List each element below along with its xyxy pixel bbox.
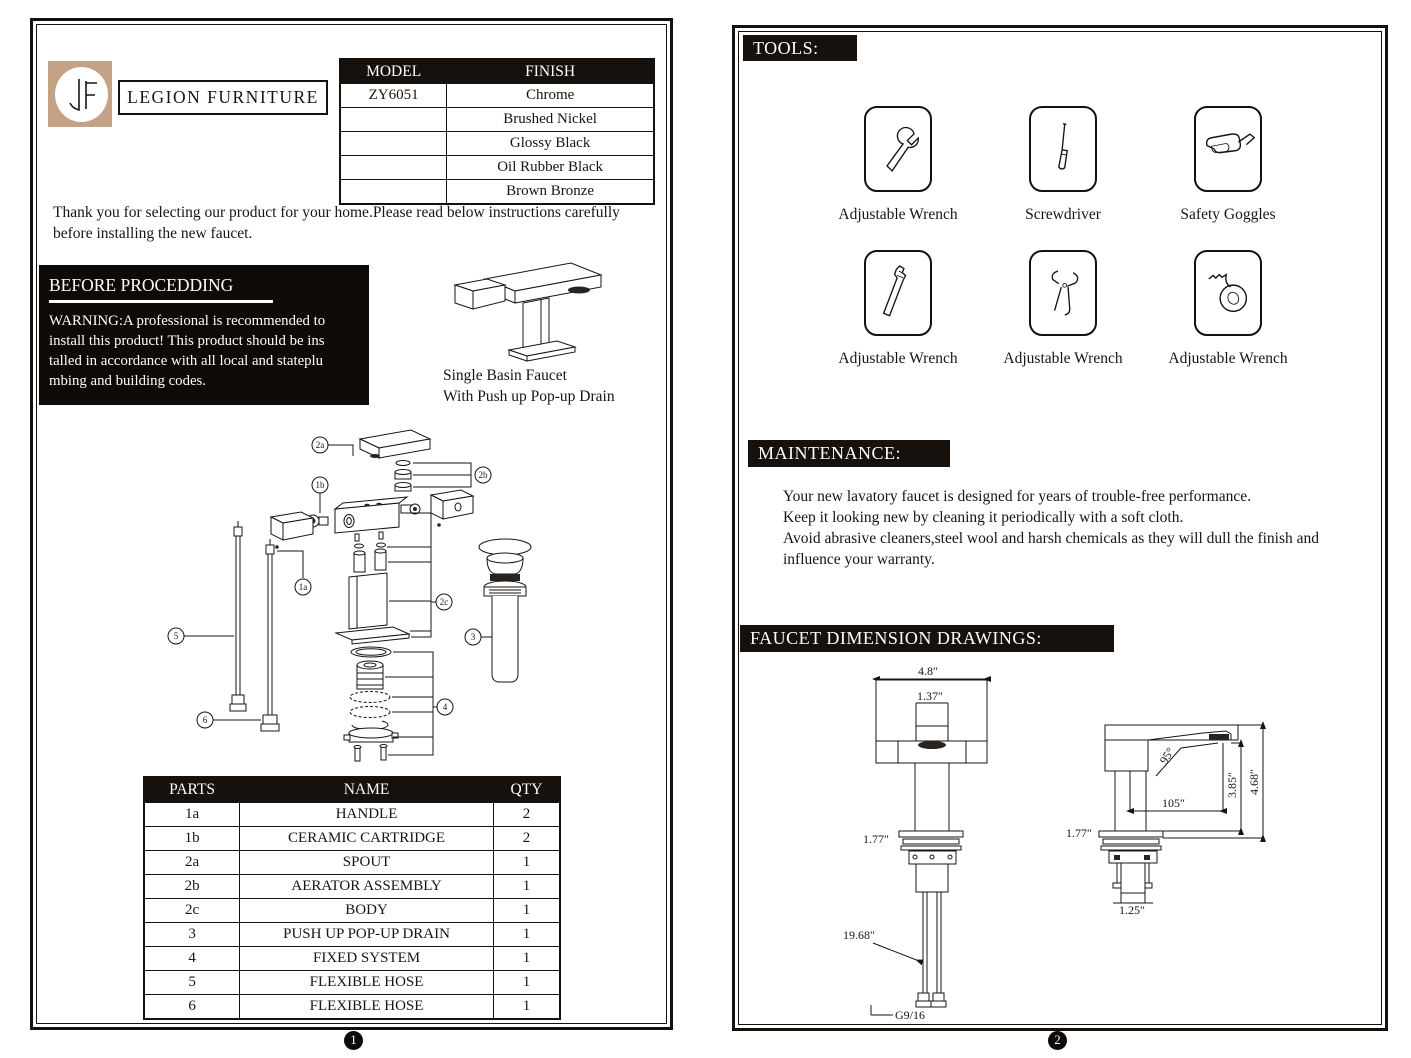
finish-col-header: FINISH xyxy=(447,59,654,84)
svg-text:6: 6 xyxy=(202,715,208,725)
part-id: 4 xyxy=(144,947,240,971)
faucet-caption xyxy=(443,365,615,407)
svg-text:1.77″: 1.77″ xyxy=(1066,826,1092,840)
maintenance-line: Your new lavatory faucet is designed for years of trouble-free performance. xyxy=(783,488,1251,505)
tool-item xyxy=(988,250,1138,368)
tool-item xyxy=(1153,106,1303,224)
finish-option: Oil Rubber Black xyxy=(447,156,654,180)
warning-line: talled in accordance with all local and stateplu xyxy=(49,353,324,369)
before-proceeding-box xyxy=(39,265,369,405)
tool-label: Adjustable Wrench xyxy=(1003,350,1123,367)
before-proceeding-title: BEFORE PROCEDDING xyxy=(49,275,273,303)
adjustable-wrench-icon xyxy=(871,116,925,182)
brand-wordmark xyxy=(118,80,328,115)
maintenance-text xyxy=(783,486,1363,570)
faucet-caption-line2: With Push up Pop-up Drain xyxy=(443,388,615,405)
part-name: CERAMIC CARTRIDGE xyxy=(240,827,494,851)
tool-icon-box xyxy=(864,250,932,336)
tool-label: Adjustable Wrench xyxy=(838,206,958,223)
tools-title: TOOLS: xyxy=(753,37,819,58)
pipe-wrench-icon xyxy=(871,260,925,326)
tool-icon-box xyxy=(1029,106,1097,192)
part-id: 1b xyxy=(144,827,240,851)
part-qty: 1 xyxy=(493,899,560,923)
finish-option: Chrome xyxy=(447,84,654,108)
name-col-header: NAME xyxy=(240,777,494,803)
warning-line: mbing and building codes. xyxy=(49,373,206,389)
svg-text:G9/16: G9/16 xyxy=(895,1008,925,1022)
svg-text:1b: 1b xyxy=(315,480,325,490)
tool-label: Adjustable Wrench xyxy=(1168,350,1288,367)
brand-name: LEGION FURNITURE xyxy=(127,87,319,107)
faucet-front-dimension-drawing xyxy=(823,663,1013,1025)
tool-item xyxy=(1153,250,1303,368)
model-number: ZY6051 xyxy=(340,84,447,108)
tool-item xyxy=(823,106,973,224)
finish-option: Brown Bronze xyxy=(447,180,654,205)
svg-text:3: 3 xyxy=(470,632,476,642)
part-qty: 1 xyxy=(493,923,560,947)
part-qty: 1 xyxy=(493,875,560,899)
model-col-header: MODEL xyxy=(340,59,447,84)
tool-icon-box xyxy=(1194,106,1262,192)
model-cell-empty xyxy=(340,180,447,205)
page-2 xyxy=(732,25,1388,1031)
table-row xyxy=(144,875,560,899)
svg-text:1.37″: 1.37″ xyxy=(917,689,943,703)
maintenance-section-header xyxy=(748,440,950,467)
brand-logo xyxy=(48,61,112,127)
svg-text:95°: 95° xyxy=(1156,744,1178,767)
model-cell-empty xyxy=(340,132,447,156)
faucet-caption-line1: Single Basin Faucet xyxy=(443,367,567,384)
page-number-badge: 1 xyxy=(344,1031,363,1050)
tool-icon-box xyxy=(864,106,932,192)
lf-monogram-icon xyxy=(55,67,108,122)
faucet-side-dimension-drawing xyxy=(1058,703,1308,918)
part-name: FIXED SYSTEM xyxy=(240,947,494,971)
table-row xyxy=(144,803,560,827)
svg-text:4: 4 xyxy=(442,702,448,712)
svg-text:1a: 1a xyxy=(298,582,308,592)
table-row xyxy=(144,923,560,947)
part-id: 5 xyxy=(144,971,240,995)
part-id: 6 xyxy=(144,995,240,1020)
part-id: 1a xyxy=(144,803,240,827)
tool-item xyxy=(823,250,973,368)
part-qty: 1 xyxy=(493,947,560,971)
part-qty: 2 xyxy=(493,827,560,851)
tool-icon-box xyxy=(1029,250,1097,336)
maintenance-line: Keep it looking new by cleaning it periodically with a soft cloth. xyxy=(783,509,1184,526)
table-row xyxy=(144,995,560,1020)
dimensions-title: FAUCET DIMENSION DRAWINGS: xyxy=(750,628,1042,648)
part-qty: 1 xyxy=(493,851,560,875)
svg-text:3.85″: 3.85″ xyxy=(1225,772,1239,798)
tool-label: Adjustable Wrench xyxy=(838,350,958,367)
table-row xyxy=(144,947,560,971)
finish-option: Glossy Black xyxy=(447,132,654,156)
part-name: BODY xyxy=(240,899,494,923)
intro-paragraph: Thank you for selecting our product for your home.Please read below instructions carefully before installing the new faucet. xyxy=(53,204,620,242)
tool-item xyxy=(988,106,1138,224)
part-name: SPOUT xyxy=(240,851,494,875)
qty-col-header: QTY xyxy=(493,777,560,803)
warning-line: WARNING:A professional is recommended to xyxy=(49,313,326,329)
seal-tape-icon xyxy=(1200,260,1256,326)
maintenance-line: influence your warranty. xyxy=(783,551,935,568)
model-cell-empty xyxy=(340,156,447,180)
part-id: 2b xyxy=(144,875,240,899)
svg-text:1.25″: 1.25″ xyxy=(1119,903,1145,917)
table-row xyxy=(144,851,560,875)
model-cell-empty xyxy=(340,108,447,132)
screwdriver-icon xyxy=(1036,116,1090,182)
exploded-parts-diagram xyxy=(153,425,573,781)
warning-line: install this product! This product should be ins xyxy=(49,333,325,349)
finish-option: Brushed Nickel xyxy=(447,108,654,132)
page-number-badge: 2 xyxy=(1048,1031,1067,1050)
svg-text:105″: 105″ xyxy=(1162,796,1185,810)
part-name: FLEXIBLE HOSE xyxy=(240,995,494,1020)
svg-text:2a: 2a xyxy=(315,440,325,450)
part-id: 2a xyxy=(144,851,240,875)
svg-text:2b: 2b xyxy=(478,470,488,480)
svg-text:1.77″: 1.77″ xyxy=(863,832,889,846)
part-name: AERATOR ASSEMBLY xyxy=(240,875,494,899)
parts-col-header: PARTS xyxy=(144,777,240,803)
svg-text:4.8″: 4.8″ xyxy=(918,664,938,678)
part-qty: 2 xyxy=(493,803,560,827)
svg-text:19.68″: 19.68″ xyxy=(843,928,875,942)
tool-label: Safety Goggles xyxy=(1180,206,1276,223)
parts-table xyxy=(143,776,561,1020)
part-id: 3 xyxy=(144,923,240,947)
tool-label: Screwdriver xyxy=(1025,206,1101,223)
maintenance-line: Avoid abrasive cleaners,steel wool and harsh chemicals as they will dull the finish and xyxy=(783,530,1320,547)
table-row xyxy=(144,827,560,851)
table-row xyxy=(144,899,560,923)
part-id: 2c xyxy=(144,899,240,923)
part-name: PUSH UP POP-UP DRAIN xyxy=(240,923,494,947)
part-qty: 1 xyxy=(493,971,560,995)
maintenance-title: MAINTENANCE: xyxy=(758,443,901,463)
part-qty: 1 xyxy=(493,995,560,1020)
part-name: FLEXIBLE HOSE xyxy=(240,971,494,995)
dimensions-section-header xyxy=(740,625,1114,652)
safety-goggles-icon xyxy=(1200,116,1256,182)
tools-section-header xyxy=(743,35,857,61)
tool-icon-box xyxy=(1194,250,1262,336)
table-row xyxy=(144,971,560,995)
model-finish-table xyxy=(339,58,655,205)
svg-text:4.68″: 4.68″ xyxy=(1247,769,1261,795)
part-name: HANDLE xyxy=(240,803,494,827)
faucet-illustration xyxy=(443,253,633,365)
page-1 xyxy=(30,18,673,1030)
svg-text:2c: 2c xyxy=(439,597,449,607)
svg-text:5: 5 xyxy=(173,631,179,641)
pliers-icon xyxy=(1036,260,1090,326)
